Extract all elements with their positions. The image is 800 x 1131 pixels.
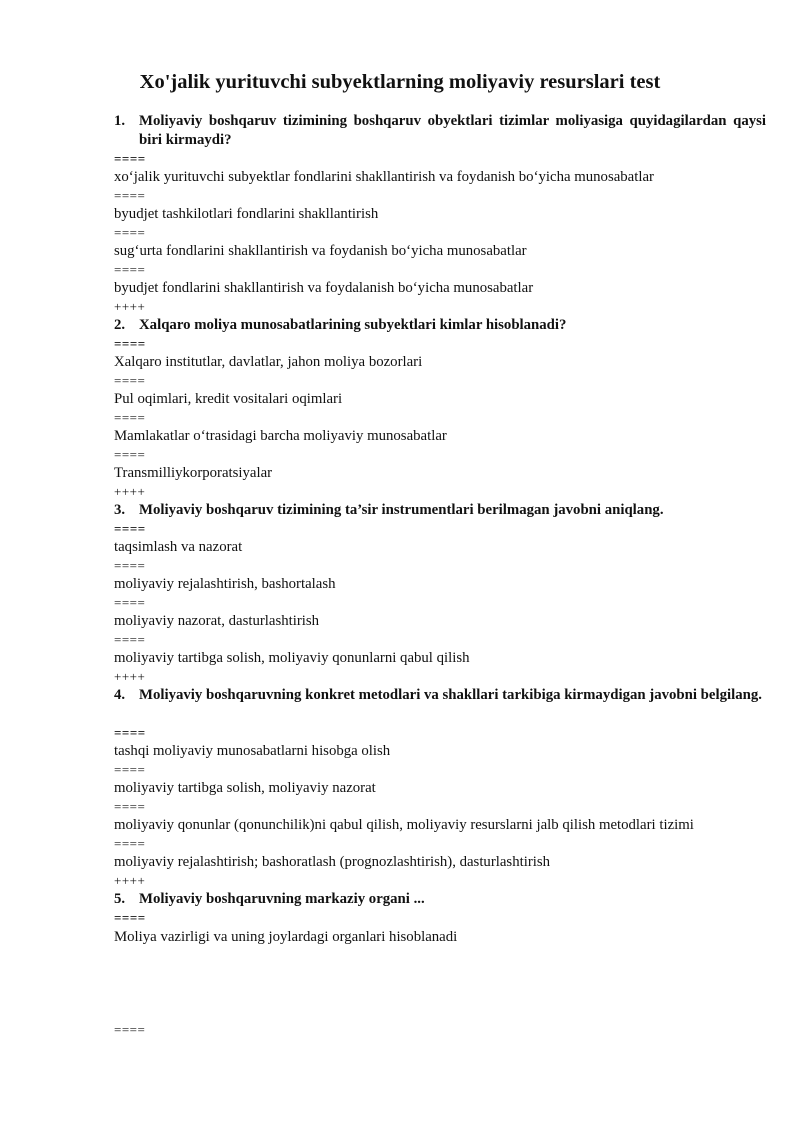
end-separator: ++++ [114, 669, 146, 684]
answer-option: taqsimlash va nazorat [114, 539, 243, 555]
question-number: 5. [114, 891, 126, 907]
question-text: Xalqaro moliya munosabatlarining subyektlari kimlar hisoblanadi? [139, 317, 567, 333]
question-2 [114, 316, 766, 335]
question-1 [114, 112, 766, 150]
question-4 [114, 686, 766, 705]
answer-option: Transmilliykorporatsiyalar [114, 465, 273, 481]
answer-separator: ==== [114, 151, 146, 166]
answer-option: Mamlakatlar o‘trasidagi barcha moliyaviy munosabatlar [114, 428, 447, 444]
question-number: 2. [114, 317, 126, 333]
question-number: 4. [114, 687, 126, 703]
end-separator: ++++ [114, 873, 146, 888]
answer-separator: ==== [114, 336, 146, 351]
answer-option: moliyaviy rejalashtirish, bashortalash [114, 576, 336, 592]
answer-option: Xalqaro institutlar, davlatlar, jahon moliya bozorlari [114, 354, 423, 370]
end-separator: ++++ [114, 484, 146, 499]
answer-option: byudjet fondlarini shakllantirish va foydalanish bo‘yicha munosabatlar [114, 280, 534, 296]
answer-option: Moliya vazirligi va uning joylardagi organlari hisoblanadi [114, 929, 458, 945]
answer-separator: ==== [114, 410, 146, 425]
answer-option: xo‘jalik yurituvchi subyektlar fondlarini shakllantirish va foydanish bo‘yicha munosabatlar [114, 169, 654, 185]
answer-option: sug‘urta fondlarini shakllantirish va foydanish bo‘yicha munosabatlar [114, 243, 527, 259]
question-text: Moliyaviy boshqaruv tizimining boshqaruv obyektlari tizimlar moliyasiga quyidagilardan qaysi biri kirmaydi? [139, 113, 766, 148]
question-number: 3. [114, 502, 126, 518]
answer-separator: ==== [114, 632, 146, 647]
answer-option: byudjet tashkilotlari fondlarini shakllantirish [114, 206, 379, 222]
answer-separator: ==== [114, 188, 146, 203]
answer-separator: ==== [114, 799, 146, 814]
answer-option: moliyaviy tartibga solish, moliyaviy nazorat [114, 780, 376, 796]
question-3 [114, 501, 766, 520]
answer-separator: ==== [114, 558, 146, 573]
answer-separator: ==== [114, 836, 146, 851]
answer-separator: ==== [114, 447, 146, 462]
answer-option: moliyaviy nazorat, dasturlashtirish [114, 613, 320, 629]
answer-separator: ==== [114, 1022, 146, 1037]
answer-option: tashqi moliyaviy munosabatlarni hisobga olish [114, 743, 391, 759]
answer-separator: ==== [114, 595, 146, 610]
question-text: Moliyaviy boshqaruvning markaziy organi ... [139, 891, 425, 907]
document-title: Xo'jalik yurituvchi subyektlarning moliyaviy resurslari test [139, 71, 661, 93]
answer-separator: ==== [114, 373, 146, 388]
end-separator: ++++ [114, 299, 146, 314]
question-5 [114, 890, 766, 909]
answer-separator: ==== [114, 521, 146, 536]
answer-separator: ==== [114, 262, 146, 277]
answer-separator: ==== [114, 910, 146, 925]
question-text: Moliyaviy boshqaruvning konkret metodlari va shakllari tarkibiga kirmaydigan javobni belgilang. [139, 687, 762, 703]
answer-separator: ==== [114, 762, 146, 777]
answer-separator: ==== [114, 225, 146, 240]
question-text: Moliyaviy boshqaruv tizimining ta’sir instrumentlari berilmagan javobni aniqlang. [139, 502, 664, 518]
answer-separator: ==== [114, 725, 146, 740]
answer-option: Pul oqimlari, kredit vositalari oqimlari [114, 391, 343, 407]
answer-option: moliyaviy qonunlar (qonunchilik)ni qabul qilish, moliyaviy resurslarni jalb qilish metodlari tizimi [114, 817, 694, 833]
answer-option: moliyaviy rejalashtirish; bashoratlash (prognozlashtirish), dasturlashtirish [114, 854, 551, 870]
question-number: 1. [114, 113, 126, 129]
answer-option: moliyaviy tartibga solish, moliyaviy qonunlarni qabul qilish [114, 650, 470, 666]
